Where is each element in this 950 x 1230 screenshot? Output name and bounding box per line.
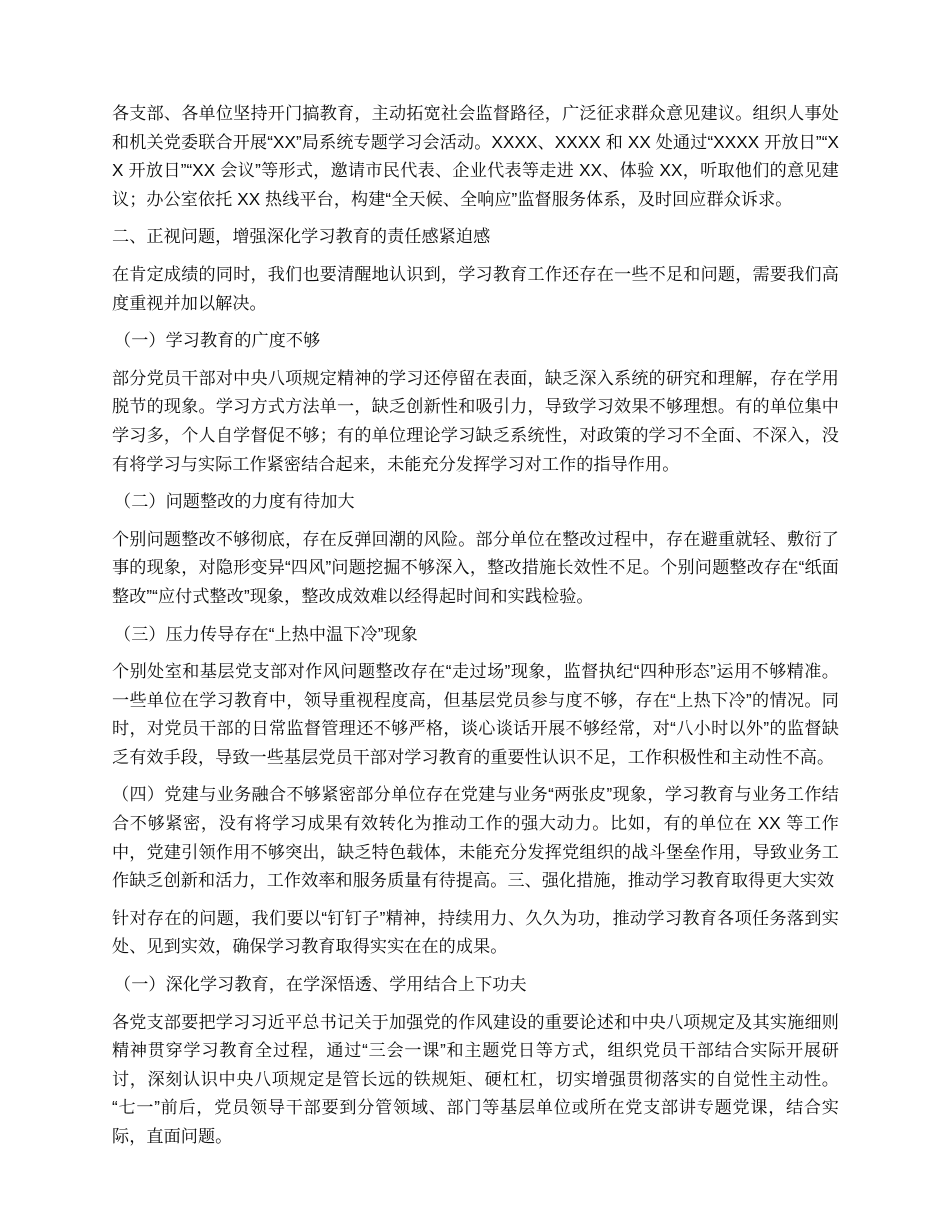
paragraph-four-party-business-integration: （四）党建与业务融合不够紧密部分单位存在党建与业务“两张皮”现象，学习教育与业务工作结合不够紧密，没有将学习成果有效转化为推动工作的强大动力。比如，有的单位在 XX 等工作中，党建引领作用不够突出，缺乏特色载体，未能充分发挥党组织的战斗堡垒作用，导致业务工作缺乏创新和活力，工作效率和服务质量有待提高。三、强化措施，推动学习教育取得更大实效 <box>112 785 839 891</box>
paragraph-opening-outreach: 各支部、各单位坚持开门搞教育，主动拓宽社会监督路径，广泛征求群众意见建议。组织人事处和机关党委联合开展“XX”局系统专题学习会活动。XXXX、XXXX 和 XX 处通过“XXXX 开放日”“XX 开放日”“XX 会议”等形式，邀请市民代表、企业代表等走进 XX、体验 XX，听取他们的意见建议；办公室依托 XX 热线平台，构建“全天候、全响应”监督服务体系，及时回应群众诉求。 <box>112 104 839 209</box>
subheading-two-rectification-strength: （二）问题整改的力度有待加大 <box>114 492 355 512</box>
paragraph-acknowledging-issues: 在肯定成绩的同时，我们也要清醒地认识到，学习教育工作还存在一些不足和问题，需要我们高度重视并加以解决。 <box>112 264 839 313</box>
subheading-one-deepen-study: （一）深化学习教育，在学深悟透、学用结合上下功夫 <box>114 975 527 995</box>
paragraph-deepen-study-detail: 各党支部要把学习习近平总书记关于加强党的作风建设的重要论述和中央八项规定及其实施细则精神贯穿学习教育全过程，通过“三会一课”和主题党日等方式，组织党员干部结合实际开展研讨，深刻认识中央八项规定是管长远的铁规矩、硬杠杠，切实增强贯彻落实的自觉性主动性。“七一”前后，党员领导干部要到分管领域、部门等基层单位或所在党支部讲专题党课，结合实际，直面问题。 <box>112 1012 839 1146</box>
subheading-one-study-breadth: （一）学习教育的广度不够 <box>114 331 321 351</box>
document-body <box>112 100 839 1161</box>
paragraph-rectification-detail: 个别问题整改不够彻底，存在反弹回潮的风险。部分单位在整改过程中，存在避重就轻、敷衍了事的现象，对隐形变异“四风”问题挖掘不够深入，整改措施长效性不足。个别问题整改存在“纸面整改”“应付式整改”现象，整改成效难以经得起时间和实践检验。 <box>112 529 839 606</box>
paragraph-pressure-transmission-detail: 个别处室和基层党支部对作风问题整改存在“走过场”现象，监督执纪“四种形态”运用不够精准。一些单位在学习教育中，领导重视程度高，但基层党员参与度不够，存在“上热下冷”的情况。同时，对党员干部的日常监督管理还不够严格，谈心谈话开展不够经常，对“八小时以外”的监督缺乏有效手段，导致一些基层党员干部对学习教育的重要性认识不足，工作积极性和主动性不高。 <box>112 662 839 767</box>
section-heading-two: 二、正视问题，增强深化学习教育的责任感紧迫感 <box>112 227 491 247</box>
paragraph-nail-spirit-measures: 针对存在的问题，我们要以“钉钉子”精神，持续用力、久久为功，推动学习教育各项任务落到实处、见到实效，确保学习教育取得实实在在的成果。 <box>112 908 839 957</box>
subheading-three-pressure-transmission: （三）压力传导存在“上热中温下冷”现象 <box>114 624 418 644</box>
paragraph-study-breadth-detail: 部分党员干部对中央八项规定精神的学习还停留在表面，缺乏深入系统的研究和理解，存在学用脱节的现象。学习方式方法单一，缺乏创新性和吸引力，导致学习效果不够理想。有的单位集中学习多，个人自学督促不够；有的单位理论学习缺乏系统性，对政策的学习不全面、不深入，没有将学习与实际工作紧密结合起来，未能充分发挥学习对工作的指导作用。 <box>112 368 839 474</box>
